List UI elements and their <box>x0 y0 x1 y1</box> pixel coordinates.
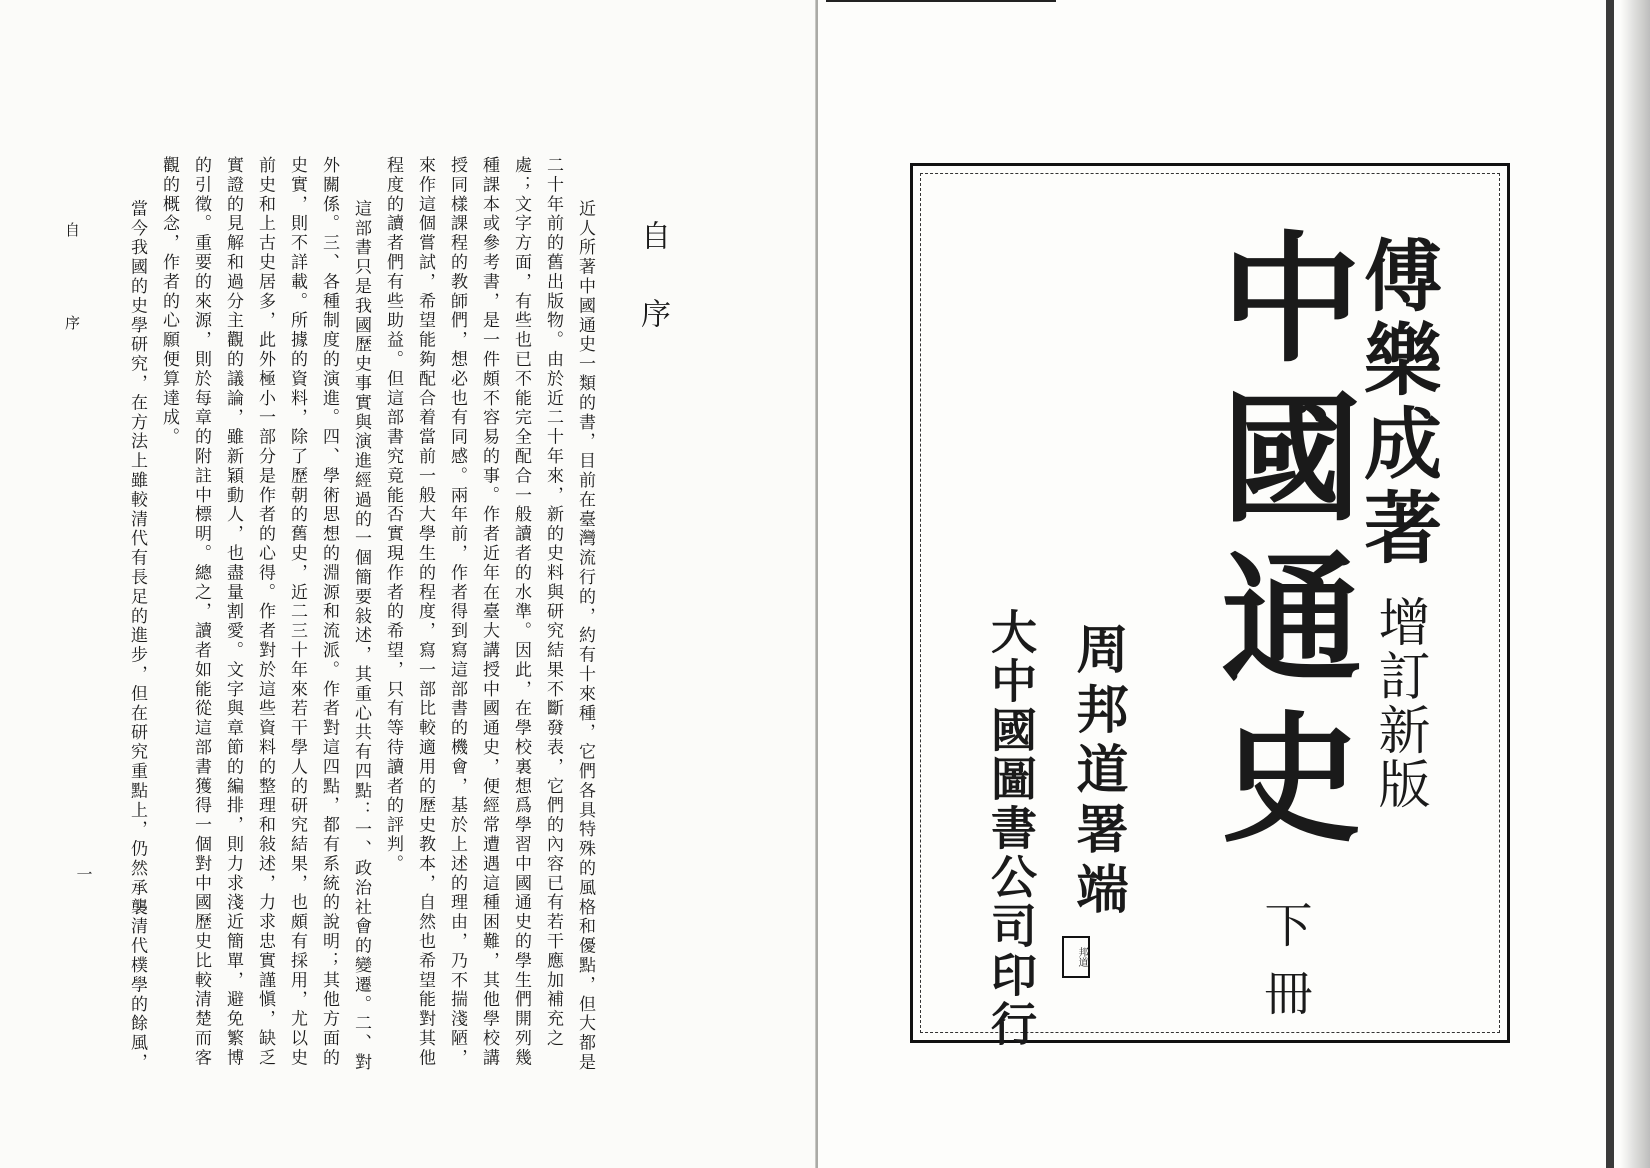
preface-line: 史實，則不詳載。所據的資料，除了歷朝的舊史，近二三十年來若干學人的研究結果，也頗有採用，尤以史 <box>287 156 307 1068</box>
preface-line: 二十年前的舊出版物。由於近二十年來，新的史料與研究結果不斷發表，它們的內容已有若干應加補充之 <box>543 156 563 1049</box>
cover-title: 中國通史 <box>1198 225 1362 865</box>
preface-title: 自序 <box>635 220 670 376</box>
cover-edition: 增訂新版 <box>1369 595 1429 811</box>
preface-line: 近人所著中國通史一類的書，目前在臺灣流行的，約有十來種，它們各具特殊的風格和優點，但大都是 <box>575 180 595 1073</box>
preface-line: 種課本或參考書，是一件頗不容易的事。作者近年在臺大講授中國通史，便經常遭遇這種困難，其他學校講 <box>479 156 499 1068</box>
preface-line: 前史和上古史居多，此外極小一部分是作者的心得。作者對於這些資料的整理和敍述，力求忠實謹愼，缺乏 <box>255 156 275 1068</box>
preface-line: 這部書只是我國歷史事實與演進經過的一個簡要敍述，其重心共有四點：一、政治社會的變遷。二、對 <box>351 180 371 1073</box>
preface-line: 觀的概念，作者的心願便算達成。 <box>159 156 179 447</box>
page-number: 一 <box>74 866 93 882</box>
page-edge-bar <box>1606 0 1614 1168</box>
top-rule <box>826 0 1056 2</box>
preface-line: 處；文字方面，有些也已不能完全配合一般讀者的水準。因此，在學校裏想爲學習中國通史的學生們開列幾 <box>511 156 531 1068</box>
preface-line: 的引徵。重要的來源，則於每章的附註中標明。總之，讀者如能從這部書獲得一個對中國歷史比較清楚而客 <box>191 156 211 1068</box>
cover-publisher: 大中國圖書公司印行 <box>984 608 1038 1049</box>
preface-line: 實證的見解和過分主觀的議論，雖新穎動人，也盡量割愛。文字與章節的編排，則力求淺近簡單，避免繁博 <box>223 156 243 1068</box>
preface-page <box>0 0 818 1168</box>
seal-stamp: 邦道 <box>1062 936 1090 978</box>
cover-volume: 下冊 <box>1256 900 1312 1036</box>
running-footer: 自序 <box>63 222 81 408</box>
cover-calligrapher: 周邦道署端 <box>1067 622 1128 922</box>
cover-author: 傅樂成著 <box>1351 235 1442 571</box>
preface-line: 來作這個嘗試，希望能夠配合着當前一般大學生的程度，寫一部比較適用的歷史教本，自然也希望能對其他 <box>415 156 435 1068</box>
preface-line: 授同樣課程的教師們，想必也有同感。兩年前，作者得到寫這部書的機會，基於上述的理由，乃不揣淺陋， <box>447 156 467 1068</box>
preface-line: 外關係。三、各種制度的演進。四、學術思想的淵源和流派。作者對這四點，都有系統的說明；其他方面的 <box>319 156 339 1068</box>
page-edge-shadow <box>1620 0 1650 1168</box>
preface-line: 程度的讀者們有些助益。但這部書究竟能否實現作者的希望，只有等待讀者的評判。 <box>383 156 403 874</box>
preface-line: 當今我國的史學研究，在方法上雖較清代有長足的進步，但在研究重點上，仍然承襲清代樸學的餘風， <box>127 180 147 1073</box>
